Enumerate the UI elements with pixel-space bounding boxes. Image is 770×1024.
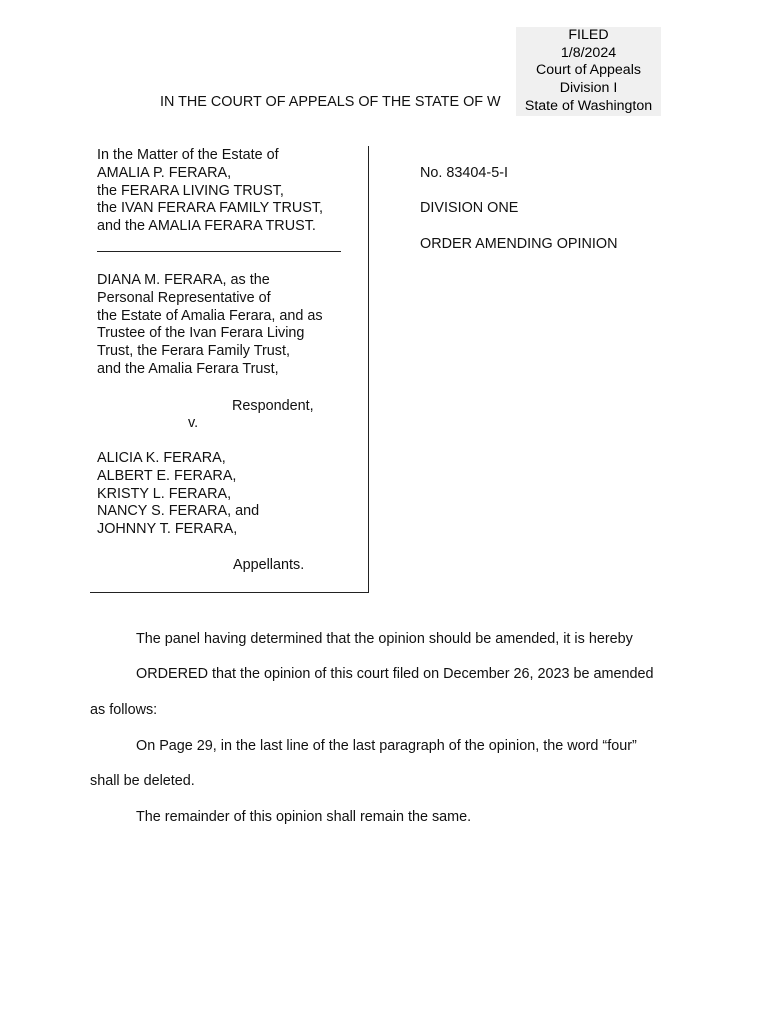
- body-line: On Page 29, in the last line of the last paragraph of the opinion, the word “four”: [136, 738, 637, 754]
- matter-line: the FERARA LIVING TRUST,: [97, 182, 284, 199]
- respondent-line: Trustee of the Ivan Ferara Living: [97, 325, 305, 342]
- stamp-line: 1/8/2024: [560, 44, 617, 61]
- matter-line: In the Matter of the Estate of: [97, 147, 279, 163]
- appellant-role: Appellants.: [233, 557, 305, 573]
- stamp-line: Court of Appeals: [536, 62, 641, 79]
- matter-line: the IVAN FERARA FAMILY TRUST,: [97, 200, 324, 217]
- respondent-line: the Estate of Amalia Ferara, and as: [97, 307, 323, 324]
- appellant-line: ALICIA K. FERARA,: [97, 450, 226, 466]
- stamp-line: Division I: [559, 80, 618, 97]
- versus: v.: [188, 415, 199, 431]
- caption-bottom-divider: [90, 592, 369, 593]
- filed-stamp: [516, 27, 661, 116]
- respondent-line: DIANA M. FERARA, as the: [97, 272, 270, 288]
- body-line: ORDERED that the opinion of this court filed on December 26, 2023 be amended: [136, 666, 654, 682]
- division: DIVISION ONE: [420, 200, 519, 217]
- court-title: IN THE COURT OF APPEALS OF THE STATE OF W: [160, 94, 501, 110]
- appellant-line: ALBERT E. FERARA,: [97, 467, 237, 484]
- body-line: The remainder of this opinion shall remain the same.: [136, 809, 472, 825]
- stamp-line: FILED: [568, 27, 609, 43]
- matter-underline: [97, 251, 341, 252]
- case-number: No. 83404-5-I: [420, 165, 508, 181]
- caption-vertical-divider: [368, 146, 369, 593]
- respondent-line: Trust, the Ferara Family Trust,: [97, 343, 290, 360]
- order-title: ORDER AMENDING OPINION: [420, 235, 618, 252]
- appellant-line: NANCY S. FERARA, and: [97, 503, 260, 520]
- body-line: The panel having determined that the opinion should be amended, it is hereby: [136, 631, 633, 647]
- respondent-line: and the Amalia Ferara Trust,: [97, 360, 279, 377]
- appellant-line: JOHNNY T. FERARA,: [97, 521, 238, 538]
- appellant-line: KRISTY L. FERARA,: [97, 485, 232, 502]
- respondent-role: Respondent,: [232, 398, 314, 414]
- caption-right: [420, 165, 618, 254]
- matter-line: AMALIA P. FERARA,: [97, 164, 232, 181]
- matter-line: and the AMALIA FERARA TRUST.: [97, 218, 316, 235]
- matter-block: [97, 147, 323, 236]
- body-line: shall be deleted.: [90, 773, 195, 789]
- respondent-party: [97, 272, 323, 379]
- body-line: as follows:: [90, 702, 158, 718]
- appellant-party: [97, 450, 259, 539]
- respondent-line: Personal Representative of: [97, 289, 271, 306]
- stamp-line: State of Washington: [524, 97, 653, 114]
